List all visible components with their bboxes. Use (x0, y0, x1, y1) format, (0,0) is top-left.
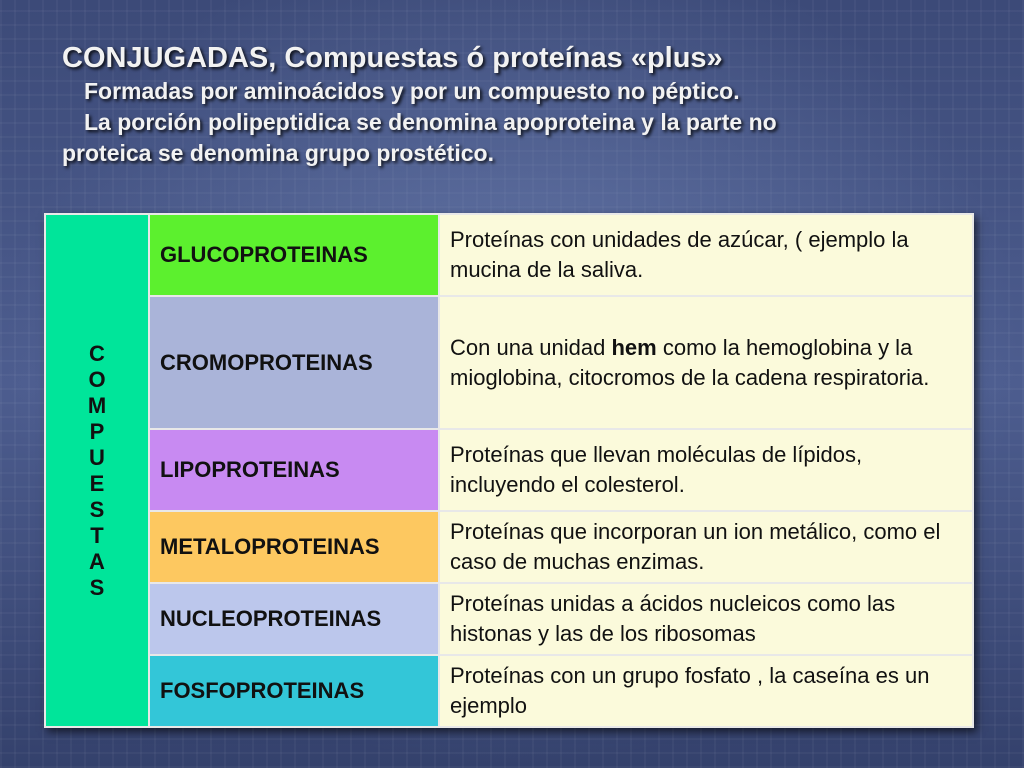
slide-header (62, 40, 992, 169)
table-row (45, 429, 973, 511)
table-row (45, 511, 973, 583)
protein-desc-cell (439, 296, 973, 429)
table-row (45, 655, 973, 727)
vertical-word (47, 341, 147, 601)
side-label-compuestas (45, 214, 149, 727)
subtitle-line-1: Formadas por aminoácidos y por un compuesto no péptico. (84, 78, 740, 104)
protein-desc-cell: Proteínas con un grupo fosfato , la caseína es un ejemplo (439, 655, 973, 727)
protein-name-cell: NUCLEOPROTEINAS (149, 583, 439, 655)
protein-name-cell: METALOPROTEINAS (149, 511, 439, 583)
protein-name-cell: GLUCOPROTEINAS (149, 214, 439, 296)
side-letter: U (89, 444, 105, 470)
conjugated-proteins-table (44, 213, 974, 728)
side-letter: O (88, 366, 106, 392)
side-letter: S (89, 496, 105, 522)
table-row (45, 296, 973, 429)
side-letter: E (89, 470, 105, 496)
desc-text: como la hemoglobina y la mioglobina, citocromos de la cadena respiratoria. (450, 334, 930, 390)
side-letter: T (90, 522, 104, 548)
desc-text: Con una unidad (450, 334, 612, 360)
table-row (45, 214, 973, 296)
table-row (45, 583, 973, 655)
side-letter: M (87, 392, 107, 418)
protein-desc-cell: Proteínas con unidades de azúcar, ( ejemplo la mucina de la saliva. (439, 214, 973, 296)
side-letter: P (89, 418, 105, 444)
side-letter: S (89, 574, 105, 600)
protein-name-cell: LIPOPROTEINAS (149, 429, 439, 511)
side-letter: C (89, 340, 105, 366)
subtitle-line-2: La porción polipeptidica se denomina apoproteina y la parte no (84, 109, 777, 135)
slide-title: CONJUGADAS, Compuestas ó proteínas «plus» (62, 42, 723, 74)
desc-bold-text: hem (611, 334, 657, 360)
protein-name-cell: CROMOPROTEINAS (149, 296, 439, 429)
side-letter: A (89, 548, 105, 574)
protein-desc-cell: Proteínas que llevan moléculas de lípidos, incluyendo el colesterol. (439, 429, 973, 511)
protein-desc-cell: Proteínas unidas a ácidos nucleicos como las histonas y las de los ribosomas (439, 583, 973, 655)
protein-name-cell: FOSFOPROTEINAS (149, 655, 439, 727)
subtitle-line-3: proteica se denomina grupo prostético. (62, 140, 494, 166)
protein-desc-cell: Proteínas que incorporan un ion metálico, como el caso de muchas enzimas. (439, 511, 973, 583)
